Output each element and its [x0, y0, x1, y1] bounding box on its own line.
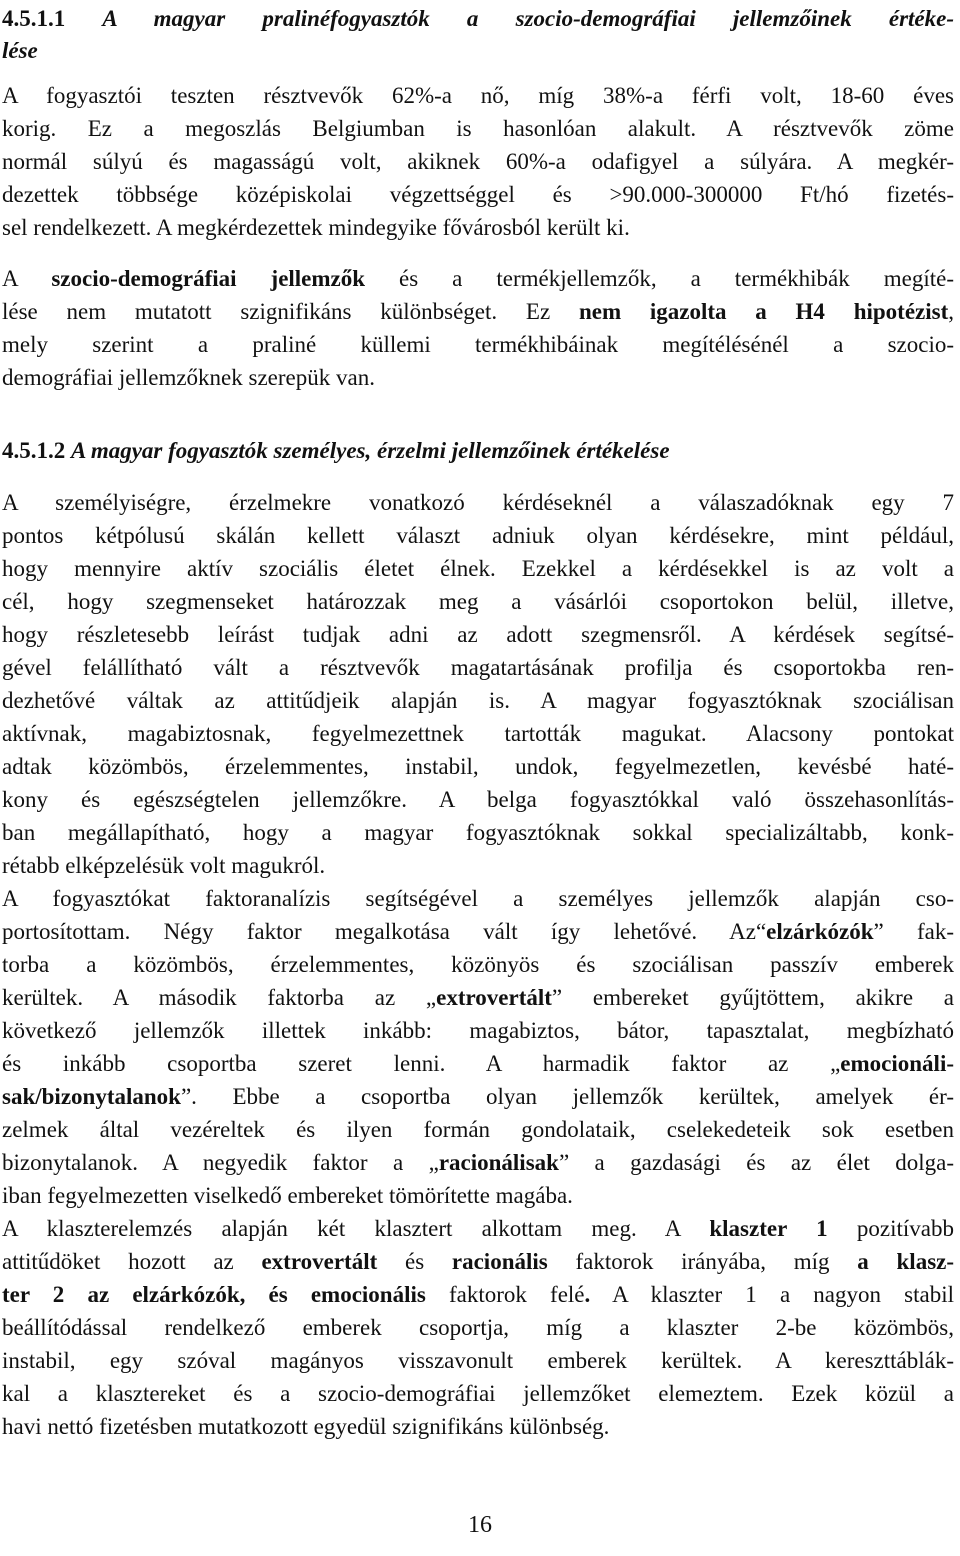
text-run: lése nem mutatott szignifikáns különbséget. Ez	[2, 299, 579, 324]
heading-title: A magyar fogyasztók személyes, érzelmi jellemzőinek értékelése	[71, 438, 670, 463]
paragraph-line: dezettek többsége középiskolai végzettséggel és >90.000-300000 Ft/hó fizetés-	[2, 182, 954, 207]
paragraph-line: A fogyasztókat faktoranalízis segítségével a személyes jellemzők alapján cso-	[2, 886, 954, 911]
text-run: portosítottam. Négy faktor megalkotása vált így lehetővé. Az“	[2, 919, 767, 944]
paragraph-line	[2, 1080, 954, 1114]
paragraph-line: ban megállapítható, hogy a magyar fogyasztóknak sokkal specializáltabb, konk-	[2, 820, 954, 845]
text-run: ” a gazdasági és az élet dolga-	[558, 1150, 955, 1175]
page-number: 16	[468, 1512, 492, 1538]
section-heading-4-5-1-1-cont	[2, 34, 954, 68]
heading-title-line2: lése	[2, 38, 38, 63]
text-run: faktorok irányába, míg	[547, 1249, 858, 1274]
bold-term: nem igazolta a H4 hipotézist	[578, 299, 949, 324]
paragraph-line	[2, 1278, 954, 1312]
paragraph-line: rétabb elképzelésük volt magukról.	[2, 853, 326, 878]
text-run: A klaszter 1 a nagyon stabil	[590, 1282, 954, 1307]
text-run: ,	[948, 299, 955, 324]
paragraph-line	[2, 1047, 954, 1081]
text-run: pozitívabb	[827, 1216, 954, 1241]
text-run: faktorok felé	[425, 1282, 585, 1307]
text-run: ” fak-	[873, 919, 954, 944]
bold-term: sak/bizonytalanok	[2, 1084, 181, 1109]
paragraph-line: gével felállítható vált a résztvevők magatartásának profilja és csoportokba ren-	[2, 655, 954, 680]
paragraph-line: instabil, egy szóval magányos visszavonult emberek kerültek. A kereszttáblák-	[2, 1348, 954, 1373]
bold-term: extrovertált	[261, 1249, 378, 1274]
paragraph-line: beállítódással rendelkező emberek csoportja, míg a klaszter 2-be közömbös,	[2, 1315, 954, 1340]
section-heading-4-5-1-2	[2, 434, 954, 468]
text-run: A klaszterelemzés alapján két klasztert alkottam meg. A	[2, 1216, 710, 1241]
paragraph-line	[2, 1146, 954, 1180]
paragraph-line: kal a klasztereket és a szocio-demográfiai jellemzőket elemeztem. Ezek közül a	[2, 1381, 954, 1406]
paragraph-line: normál súlyú és magasságú volt, akiknek 60%-a odafigyel a súlyára. A megkér-	[2, 149, 954, 174]
text-run: A	[2, 266, 52, 291]
heading-number: 4.5.1.1	[2, 6, 66, 31]
paragraph-line: hogy mennyire aktív szociális életet élnek. Ezekkel a kérdésekkel is az volt a	[2, 556, 954, 581]
paragraph-line: A személyiségre, érzelmekre vonatkozó kérdéseknél a válaszadóknak egy 7	[2, 490, 954, 515]
text-run: és inkább csoportba szeret lenni. A harmadik faktor az „	[2, 1051, 841, 1076]
paragraph-line	[2, 262, 954, 296]
paragraph-line: torba a közömbös, érzelemmentes, közönyös és szociálisan passzív emberek	[2, 952, 954, 977]
bold-term: racionálisak	[438, 1150, 559, 1175]
paragraph-line	[2, 295, 954, 329]
bold-term: racionális	[451, 1249, 548, 1274]
paragraph-line	[2, 1245, 954, 1279]
bold-term: emocionáli-	[840, 1051, 954, 1076]
text-run: és a termékjellemzők, a termékhibák megíté-	[365, 266, 954, 291]
paragraph-line: sel rendelkezett. A megkérdezettek mindegyike fővárosból került ki.	[2, 215, 630, 240]
paragraph-line	[2, 981, 954, 1015]
paragraph-line: A fogyasztói teszten résztvevők 62%-a nő, míg 38%-a férfi volt, 18-60 éves	[2, 83, 954, 108]
paragraph-line: adtak közömbös, érzelemmentes, instabil, undok, fegyelmezetlen, kevésbé haté-	[2, 754, 954, 779]
text-run: bizonytalanok. A negyedik faktor a „	[2, 1150, 439, 1175]
paragraph-line: dezhetővé váltak az attitűdjeik alapján is. A magyar fogyasztóknak szociálisan	[2, 688, 954, 713]
text-run: és	[377, 1249, 452, 1274]
text-run: kerültek. A második faktorba az „	[2, 985, 437, 1010]
paragraph-line: cél, hogy szegmenseket határozzak meg a vásárlói csoportokon belül, illetve,	[2, 589, 954, 614]
paragraph-line: iban fegyelmezetten viselkedő embereket tömörítette magába.	[2, 1183, 573, 1208]
bold-term: szocio-demográfiai jellemzők	[51, 266, 366, 291]
paragraph-line: pontos kétpólusú skálán kellett választ adniuk olyan kérdésekre, mint például,	[2, 523, 954, 548]
section-heading-4-5-1-1	[2, 2, 954, 36]
heading-number: 4.5.1.2	[2, 438, 66, 463]
text-run: ” embereket gyűjtöttem, akikre a	[551, 985, 954, 1010]
paragraph-line: demográfiai jellemzőknek szerepük van.	[2, 365, 375, 390]
bold-term: .	[584, 1282, 591, 1307]
paragraph-line	[2, 915, 954, 949]
paragraph-line: következő jellemzők illettek inkább: magabiztos, bátor, tapasztalat, megbízható	[2, 1018, 954, 1043]
text-run: ”. Ebbe a csoportba olyan jellemzők kerültek, amelyek ér-	[180, 1084, 954, 1109]
paragraph-line: havi nettó fizetésben mutatkozott egyedül szignifikáns különbség.	[2, 1414, 610, 1439]
bold-term: klaszter 1	[709, 1216, 828, 1241]
bold-term: extrovertált	[436, 985, 552, 1010]
paragraph-line: korig. Ez a megoszlás Belgiumban is hasonlóan alakult. A résztvevők zöme	[2, 116, 954, 141]
heading-title-line1: A magyar pralinéfogyasztók a szocio-demográfiai jellemzőinek értéke-	[102, 6, 955, 31]
paragraph-line: kony és egészségtelen jellemzőkre. A belga fogyasztókkal való összehasonlítás-	[2, 787, 954, 812]
paragraph-line: mely szerint a praliné küllemi termékhibáinak megítélésénél a szocio-	[2, 332, 954, 357]
bold-term: ter 2 az elzárkózók, és emocionális	[2, 1282, 426, 1307]
text-run: attitűdöket hozott az	[2, 1249, 262, 1274]
paragraph-line: zelmek által vezéreltek és ilyen formán gondolataik, cselekedeteik sok esetben	[2, 1117, 954, 1142]
bold-term: a klasz-	[857, 1249, 955, 1274]
bold-term: elzárkózók	[766, 919, 874, 944]
paragraph-line: hogy részletesebb leírást tudjak adni az adott szegmensről. A kérdések segítsé-	[2, 622, 954, 647]
paragraph-line: aktívnak, magabiztosnak, fegyelmezettnek tartották magukat. Alacsony pontokat	[2, 721, 954, 746]
paragraph-line	[2, 1212, 954, 1246]
